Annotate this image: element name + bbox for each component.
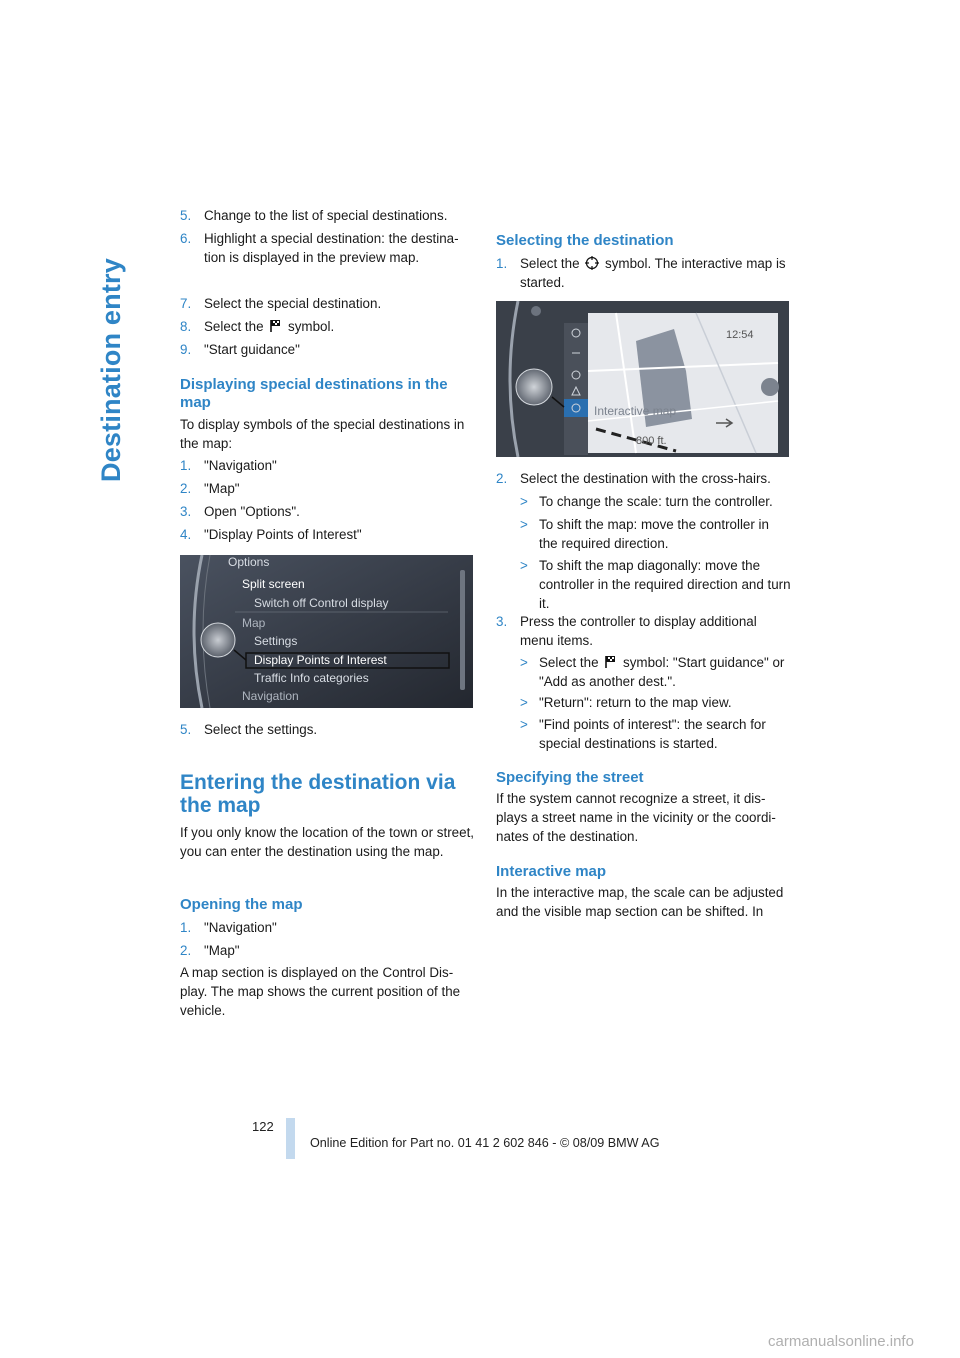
- paragraph: If the system cannot recognize a street, it dis-plays a street name in the vicinity or the coordi-nates of the destination.: [496, 791, 776, 844]
- paragraph: In the interactive map, the scale can be adjusted and the visible map section can be shifted. In: [496, 885, 784, 919]
- crosshair-icon: [585, 256, 599, 270]
- section-side-title: [96, 230, 156, 490]
- menu-item-switch-off: Switch off Control display: [254, 596, 389, 610]
- heading-display-poi: Displaying special destinations in the map: [180, 376, 448, 411]
- page-number: 122: [252, 1119, 274, 1134]
- paragraph: To display symbols of the special destinations in the map:: [180, 417, 465, 451]
- interactive-map-screen-image: [496, 301, 789, 457]
- footer-edition: Online Edition for Part no. 01 41 2 602 846 - © 08/09 BMW AG: [310, 1136, 660, 1150]
- menu-item-map: Map: [242, 616, 266, 630]
- heading-opening-map: Opening the map: [180, 896, 303, 913]
- heading-entering-via-map: Entering the destination via the map: [180, 771, 456, 817]
- options-screen-image: [180, 555, 473, 708]
- flag-icon: [269, 319, 282, 333]
- watermark: carmanualsonline.info: [768, 1333, 914, 1350]
- options-title: Options: [228, 555, 270, 569]
- paragraph: If you only know the location of the town or street, you can enter the destination using the map.: [180, 825, 475, 859]
- heading-selecting-destination: Selecting the destination: [496, 232, 674, 249]
- footer-accent-bar: [286, 1118, 295, 1159]
- map-label: Interactive map: [594, 404, 677, 418]
- interactive-map-graphic: [496, 301, 789, 457]
- menu-item-navigation: Navigation: [242, 689, 299, 703]
- options-screen-graphic: [180, 555, 473, 708]
- menu-item-settings: Settings: [254, 634, 298, 648]
- map-scale: 800 ft.: [636, 435, 667, 447]
- heading-specifying-street: Specifying the street: [496, 769, 644, 786]
- heading-interactive-map: Interactive map: [496, 863, 607, 880]
- map-clock: 12:54: [726, 329, 754, 341]
- paragraph: A map section is displayed on the Control Dis-play. The map shows the current position of the vehicle.: [180, 965, 461, 1018]
- menu-item-split-screen: Split screen: [242, 577, 305, 591]
- side-title-text: Destination entry: [96, 258, 126, 482]
- flag-icon: [604, 655, 617, 669]
- menu-item-display-poi: Display Points of Interest: [254, 653, 387, 667]
- menu-item-traffic-info: Traffic Info categories: [254, 671, 369, 685]
